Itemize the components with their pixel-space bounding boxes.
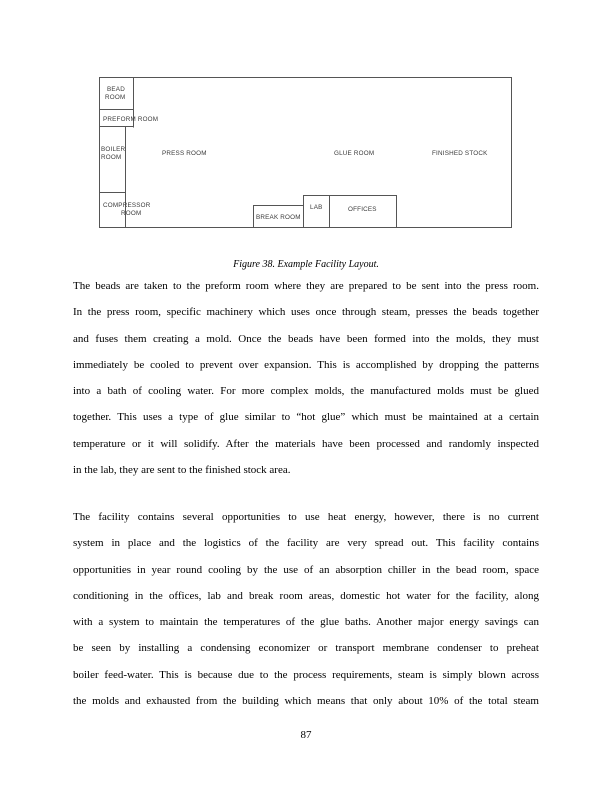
- paragraph-2: [73, 504, 539, 714]
- figure-caption: Figure 38. Example Facility Layout.: [233, 259, 379, 270]
- text-line: system in place and the logistics of the facility are very spread out. This facility contains: [73, 537, 539, 550]
- text-line: boiler feed-water. This is because due to the process requirements, steam is simply blown across: [73, 668, 539, 681]
- boiler-room-label: BOILER ROOM: [101, 146, 126, 161]
- break-room-label: BREAK ROOM: [256, 214, 301, 221]
- text-line: In the press room, specific machinery which uses once through steam, presses the beads together: [73, 306, 539, 319]
- lab-wall: [304, 196, 330, 228]
- press-room-label: PRESS ROOM: [162, 150, 207, 157]
- preform-room-label: PREFORM ROOM: [103, 116, 159, 123]
- finished-stock-label: FINISHED STOCK: [432, 150, 488, 157]
- text-line: into a bath of cooling water. For more complex molds, the manufactured molds must be glued: [73, 385, 539, 398]
- facility-layout-figure: [0, 0, 612, 260]
- text-line: The facility contains several opportunities to use heat energy, however, there is no current: [73, 511, 539, 523]
- text-line: the molds and exhausted from the building which means that only about 10% of the total steam: [73, 695, 539, 708]
- text-line: conditioning in the offices, lab and break room areas, domestic hot water for the facility, along: [73, 589, 539, 602]
- compressor-room-label: COMPRESSOR ROOM: [103, 202, 151, 217]
- text-line: and fuses them creating a mold. Once the beads have been formed into the molds, they must: [73, 332, 539, 345]
- offices-label: OFFICES: [348, 206, 377, 213]
- text-line: be seen by installing a condensing economizer or transport membrane condenser to preheat: [73, 642, 539, 655]
- text-line: with a system to maintain the temperatures of the glue baths. Another major energy savings can: [73, 616, 539, 629]
- text-line: The beads are taken to the preform room where they are prepared to be sent into the press room.: [73, 280, 539, 292]
- text-line: opportunities in year round cooling by the use of an absorption chiller in the bead room, space: [73, 563, 539, 576]
- lab-label: LAB: [310, 204, 323, 211]
- text-line: together. This uses a type of glue similar to “hot glue” which must be maintained at a certain: [73, 411, 539, 424]
- bead-room-label: BEAD ROOM: [105, 86, 126, 101]
- text-line: immediately be cooled to prevent over expansion. This is accomplished by dropping the patterns: [73, 358, 539, 371]
- glue-room-label: GLUE ROOM: [334, 150, 375, 157]
- text-line: in the lab, they are sent to the finished stock area.: [73, 464, 291, 477]
- text-line: temperature or it will solidify. After the materials have been processed and randomly inspected: [73, 437, 539, 450]
- page-number: 87: [300, 729, 312, 741]
- paragraph-1: [73, 273, 539, 483]
